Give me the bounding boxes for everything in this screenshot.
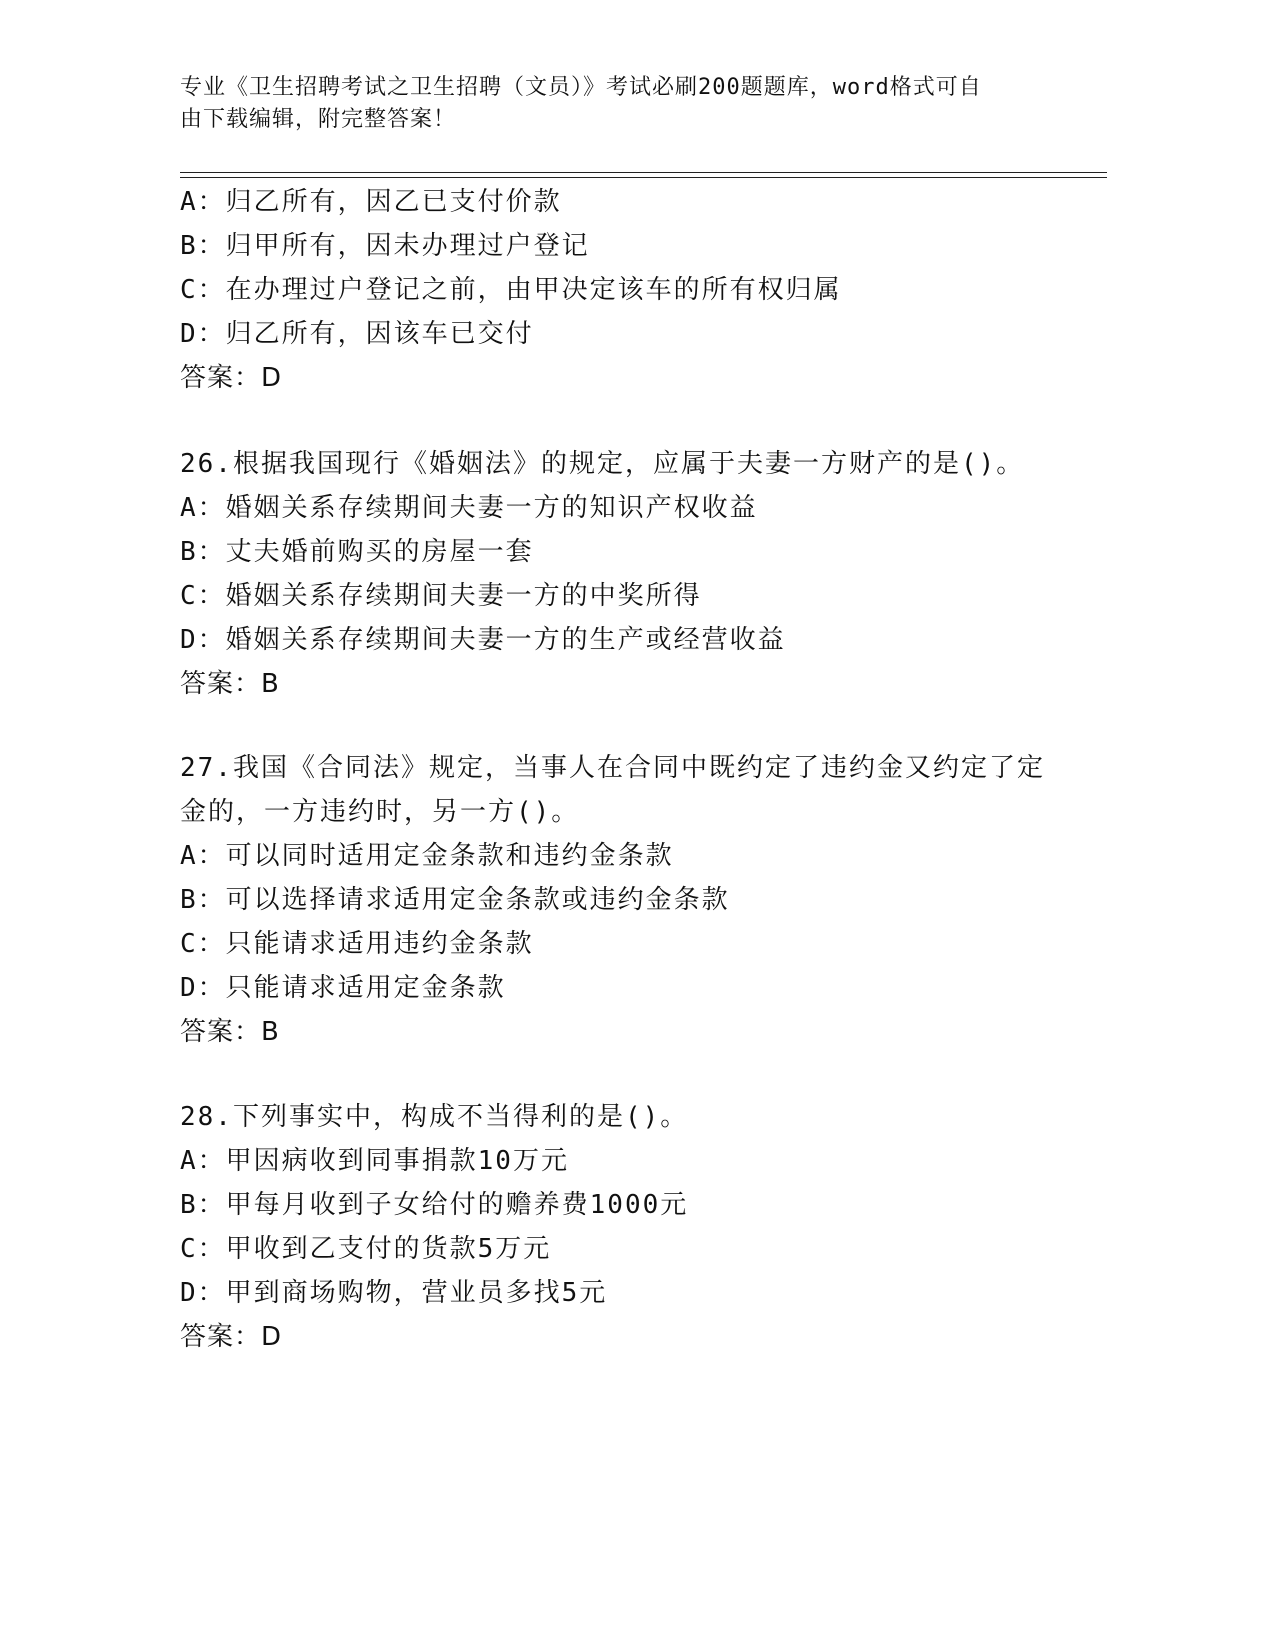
question-stem: 26.根据我国现行《婚姻法》的规定，应属于夫妻一方财产的是()。	[180, 449, 1025, 479]
option-a: A：婚姻关系存续期间夫妻一方的知识产权收益	[180, 493, 758, 523]
document-header	[180, 72, 1060, 136]
question-26	[180, 442, 1080, 706]
option-d: D：只能请求适用定金条款	[180, 973, 506, 1003]
question-27	[180, 746, 1080, 1054]
option-a: A：甲因病收到同事捐款10万元	[180, 1146, 569, 1176]
option-d: D：婚姻关系存续期间夫妻一方的生产或经营收益	[180, 625, 786, 655]
header-divider-top	[180, 172, 1107, 173]
answer-line: 答案：D	[180, 1322, 283, 1352]
answer-line: 答案：B	[180, 669, 280, 699]
option-d: D：归乙所有，因该车已交付	[180, 319, 534, 349]
option-b: B：归甲所有，因未办理过户登记	[180, 231, 590, 261]
option-d: D：甲到商场购物，营业员多找5元	[180, 1278, 608, 1308]
header-line-1: 专业《卫生招聘考试之卫生招聘（文员）》考试必刷200题题库，word格式可自	[180, 75, 982, 100]
option-b: B：甲每月收到子女给付的赡养费1000元	[180, 1190, 689, 1220]
question-stem: 28.下列事实中，构成不当得利的是()。	[180, 1102, 689, 1132]
option-c: C：在办理过户登记之前，由甲决定该车的所有权归属	[180, 275, 842, 305]
option-a: A：可以同时适用定金条款和违约金条款	[180, 841, 674, 871]
question-28	[180, 1095, 1080, 1359]
answer-line: 答案：B	[180, 1017, 280, 1047]
header-line-2: 由下载编辑，附完整答案！	[180, 107, 457, 132]
option-b: B：丈夫婚前购买的房屋一套	[180, 537, 534, 567]
option-b: B：可以选择请求适用定金条款或违约金条款	[180, 885, 730, 915]
question-stem-line-1: 27.我国《合同法》规定，当事人在合同中既约定了违约金又约定了定	[180, 753, 1045, 783]
option-c: C：甲收到乙支付的货款5万元	[180, 1234, 552, 1264]
option-a: A：归乙所有，因乙已支付价款	[180, 187, 562, 217]
option-c: C：只能请求适用违约金条款	[180, 929, 534, 959]
option-c: C：婚姻关系存续期间夫妻一方的中奖所得	[180, 581, 702, 611]
question-stem-line-2: 金的，一方违约时，另一方()。	[180, 797, 580, 827]
header-divider-bottom	[180, 177, 1107, 178]
question-25-continued	[180, 180, 1080, 400]
answer-line: 答案：D	[180, 363, 283, 393]
